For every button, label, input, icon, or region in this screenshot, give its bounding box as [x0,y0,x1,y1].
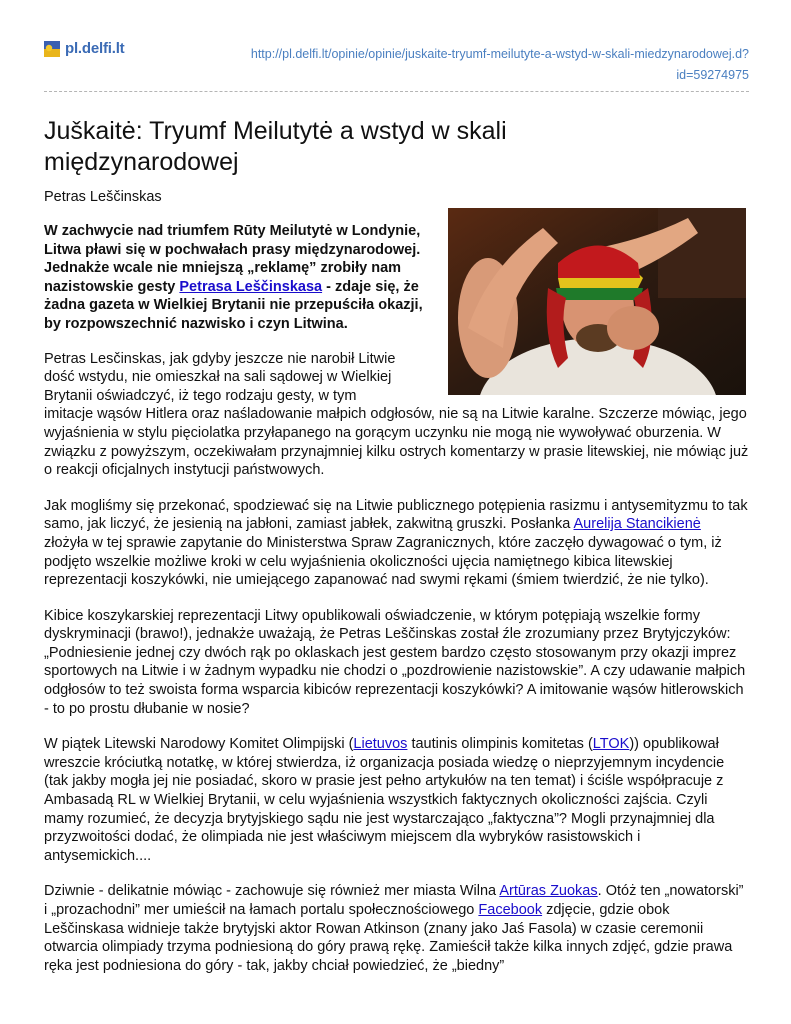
lead-text-1: W zachwycie nad triumfem Rūty Meilutytė w Londynie, Litwa pławi się w pochwałach prasy międzynarodowej. Jednakże wcale nie mniejszą „reklamę” zrobiły nam nazistowskie gesty [44,223,421,295]
header-divider [44,91,749,92]
delfi-logo-icon [44,41,60,57]
paragraph-4-text-2: tautinis olimpinis komitetas ( [407,736,593,753]
paragraph-3: Kibice koszykarskiej reprezentacji Litwy opublikowali oświadczenie, w którym potępiają wszelkie formy dyskryminacji (brawo!), jednakże uważają, że Petras Leščinskas został źle zrozumiany przez Brytyjczyków: „Podniesienie jednej czy dwóch rąk po oklaskach jest gestem bardzo często stosowanym przy okazji imprez sportowych na Litwie i w żadnym wypadku nie chodzi o „pozdrowienie nazistowskie”. A czy udawanie małpich odgłosów to też swoista forma wsparcia kibiców reprezentacji koszykówki? A imitowanie wąsów hitlerowskich - to po prostu dłubanie w nosie? [44,607,746,717]
link-petrasa-lescinskasa[interactable]: Petrasa Leščinskasa [179,278,323,295]
paragraph-5-text-2: . Otóż ten „nowatorski” i „prozachodni” mer umieścił na łamach portalu społecznościowego [44,883,744,918]
paragraph-5-text-1: Dziwnie - delikatnie mówiąc - zachowuje się również mer miasta Wilna [44,883,500,900]
site-logo[interactable] [44,40,124,57]
paragraph-2-text-1: Jak mogliśmy się przekonać, spodziewać się na Litwie publicznego potępienia rasizmu i antysemityzmu to tak samo, jak liczyć, że jesienią na jabłoni, zamiast jabłek, zakwitną gruszki. Posłanka [44,497,748,533]
article-author: Petras Leščinskas [44,189,162,205]
article-body [44,222,749,975]
paragraph-1-rest: imitacje wąsów Hitlera oraz naśladowanie małpich odgłosów, nie są na Litwie karalne. Szczerze mówiąc, jego wyjaśnienia w stylu pięciolatka przyłapanego na gorącym uczynku nie mogą nie wywoływać oburzenia. W związku z powyższym, oczekiwałam przynajmniej kilku ostrych komentarzy w prasie litewskiej, nie mówiąc już o reakcji oficjalnych instytucji państwowych. [44,406,749,479]
logo-text: pl.delfi.lt [65,40,125,57]
link-ltok[interactable]: LTOK [592,736,630,753]
paragraph-4-text-3: )) opublikował wreszcie króciutką notatkę, w której stwierdza, iż organizacja posiada wiedzę o nieprzyjemnym incydencie (tak jakby mogła jej nie posiadać, skoro w prasie jest pełno artykułów na ten temat) i ściśle współpracuje z Ambasadą RL w Wielkiej Brytanii, w celu wyjaśnienia wszystkich faktycznych okoliczności zajścia. Czyli mamy rozumieć, że decyzja brytyjskiego sądu nie jest wystarczająco „faktyczna”? Mogli przynajmniej dla przyzwoitości dodać, że olimpiada nie jest właściwym miejscem dla wybryków rasistowskich i antysemickich.... [44,736,725,864]
paragraph-5 [44,882,749,975]
article-lead [44,222,424,334]
url-line-2: id=59274975 [676,68,749,82]
lead-text-2: - zdaje się, że żadna gazeta w Wielkiej Brytanii nie przepuściła okazji, by rozpowszechnić nazwisko i czyn Litwina. [44,278,423,332]
link-aurelija-stancikiene[interactable]: Aurelija Stancikienė [573,516,701,533]
page-header [44,40,749,92]
paragraph-2 [44,497,749,590]
page-url[interactable] [169,44,749,86]
article-title: Juškaitė: Tryumf Meilutytė a wstyd w skali międzynarodowej [44,117,507,176]
url-line-1: http://pl.delfi.lt/opinie/opinie/juskaite-tryumf-meilutyte-a-wstyd-w-skali-miedzynarodowej.d? [250,47,749,61]
paragraph-1-wrapped: Petras Lesčinskas, jak gdyby jeszcze nie narobił Litwie dość wstydu, nie omieszkał na sali sądowej w Wielkiej Brytanii oświadczyć, iż tego rodzaju gesty, w tym [44,350,396,404]
paragraph-4-text-1: W piątek Litewski Narodowy Komitet Olimpijski ( [44,736,354,753]
link-arturas-zuokas[interactable]: Artūras Zuokas [499,883,598,900]
link-facebook[interactable]: Facebook [478,902,543,918]
paragraph-4 [44,735,749,865]
link-lietuvos[interactable]: Lietuvos [353,736,408,753]
paragraph-5-text-3: zdjęcie, gdzie obok Leščinskasa widnieje także brytyjski aktor Rowan Atkinson (znany jako Jaś Fasola) w czasie ceremonii otwarcia olimpiady trzyma podniesioną do góry prawą rękę. Zamieścił także kilka innych zdjęć, gdzie prawa ręka jest podniesiona do góry - tak, jakby chciał powiedzieć, że „biedny” [44,902,733,974]
paragraph-1 [44,350,749,480]
paragraph-2-text-2: złożyła w tej sprawie zapytanie do Ministerstwa Spraw Zagranicznych, które zaczęło dywagować o tym, iż podjęto wszelkie możliwe kroki w celu wyjaśnienia okoliczności ujęcia namiętnego kibica litewskiej reprezentacji koszykówki, nie umiejącego zapanować nad swymi rękami (śmiem twierdzić, że nie tylko). [44,534,722,589]
